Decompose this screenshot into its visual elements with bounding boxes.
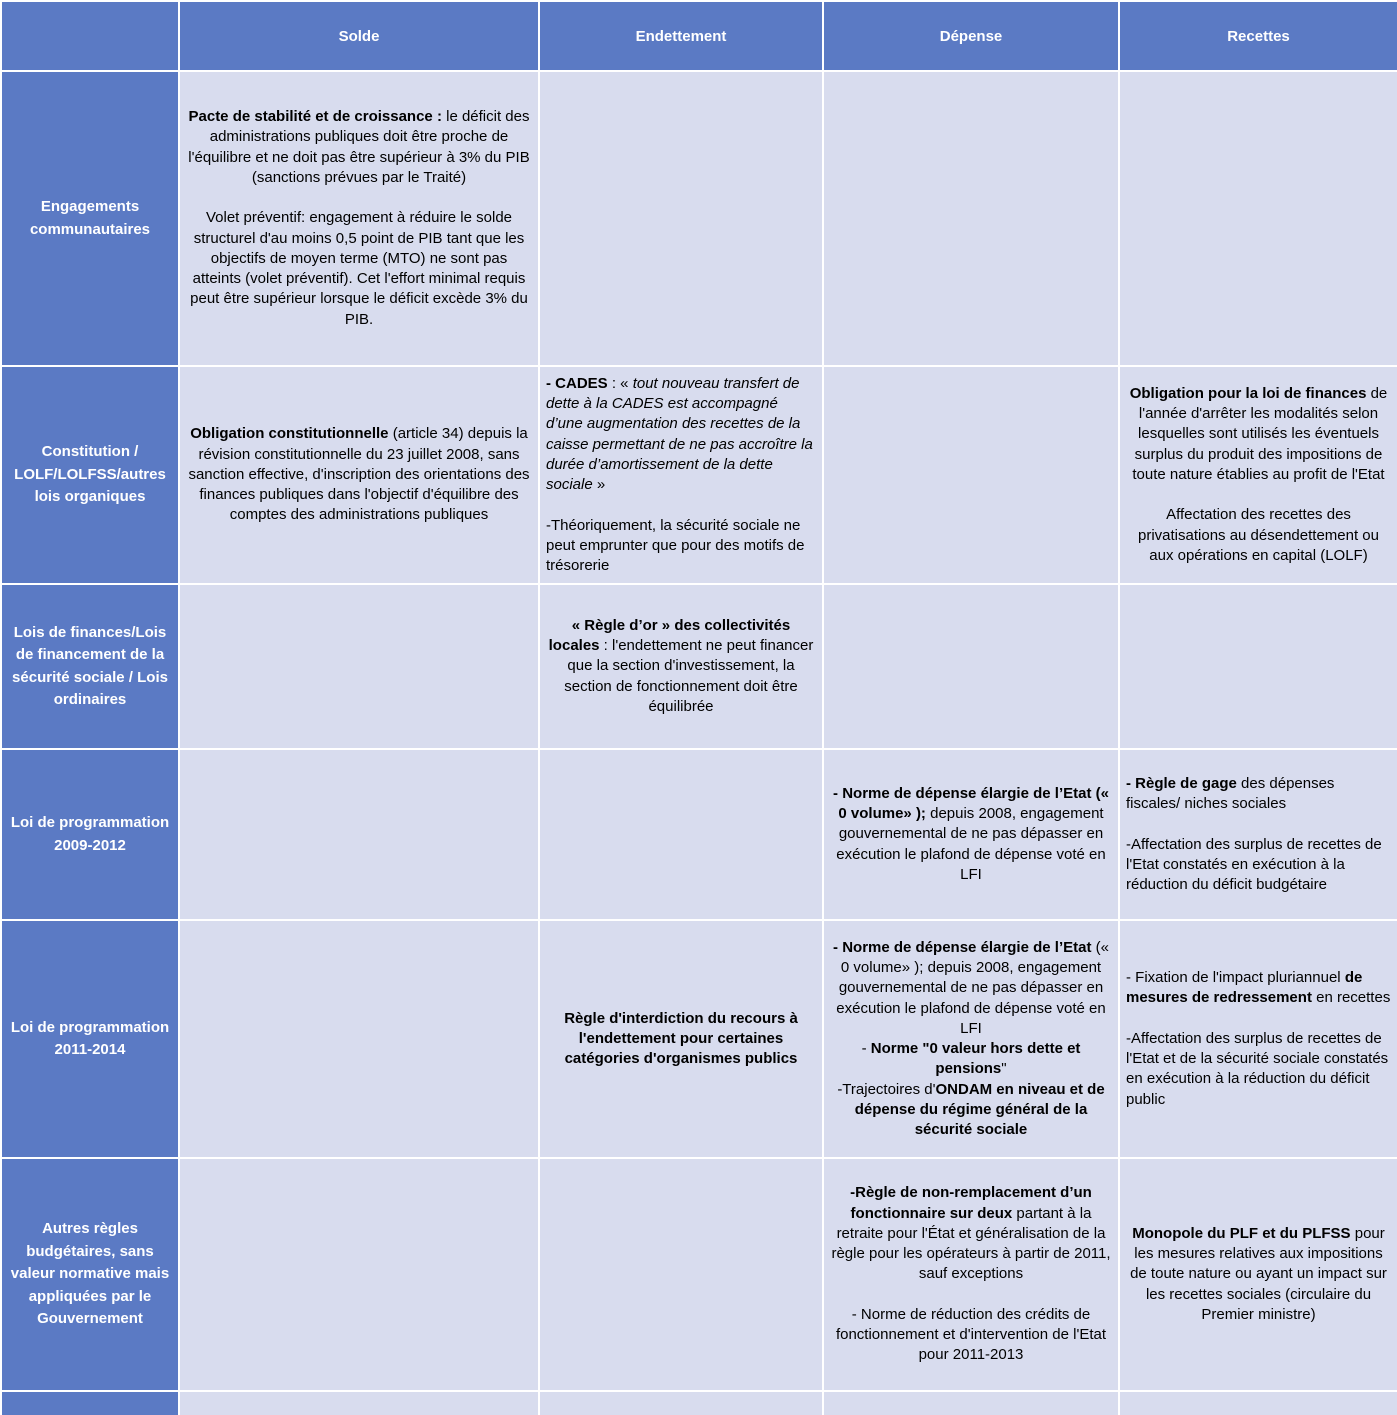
cell-constitution-lolf-lolfss-endettement [539, 366, 823, 584]
text-run: - Norme de dépense élargie de l’Etat (« 0 volume» ); [833, 784, 1109, 823]
paragraph [830, 784, 1112, 885]
text-run: (« 0 volume» ); depuis 2008, engagement gouvernemental de ne pas dépasser en exécution le plafond de dépense voté en LFI [836, 938, 1109, 1037]
table-row-lois-de-finances [1, 584, 1397, 749]
paragraph [186, 424, 532, 525]
text-run: : l'endettement ne peut financer que la section d'investissement, la section de fonctionnement doit être équilibrée [564, 637, 814, 715]
paragraph [1126, 835, 1391, 896]
text-run: de l'année d'arrêter les modalités selon lesquelles sont utilisés les éventuels surplus du produit des impositions de toute nature établies au profit de l'Etat [1132, 384, 1388, 483]
table-row-loi-programmation-2011-2014 [1, 920, 1397, 1158]
paragraph [1126, 774, 1391, 815]
paragraph [1126, 1009, 1391, 1029]
text-run: -Trajectoires d' [837, 1080, 936, 1098]
cell-bottom-spacer-depense [823, 1391, 1119, 1415]
row-title-lois-de-finances: Lois de finances/Lois de financement de la sécurité sociale / Lois ordinaires [1, 584, 179, 749]
cell-constitution-lolf-lolfss-recettes [1119, 366, 1397, 584]
paragraph [546, 374, 816, 496]
row-title-autres-regles-budgetaires: Autres règles budgétaires, sans valeur normative mais appliquées par le Gouvernement [1, 1158, 179, 1391]
text-run: » [592, 476, 606, 493]
paragraph [830, 1039, 1112, 1080]
paragraph [546, 495, 816, 515]
text-run: pour les mesures relatives aux impositions de toute nature ou ayant un impact sur les recettes sociales (circulaire du Premier ministre) [1130, 1224, 1387, 1323]
text-run: - CADES [546, 374, 608, 392]
table-row-bottom-spacer [1, 1391, 1397, 1415]
paragraph [1126, 1029, 1391, 1110]
text-run: tout nouveau transfert de dette à la CADES est accompagné d’une augmentation des recettes de la caisse permettant de ne pas accroître la durée d’amortissement de la dette sociale [546, 374, 813, 493]
cell-autres-regles-budgetaires-endettement [539, 1158, 823, 1391]
cell-bottom-spacer-endettement [539, 1391, 823, 1415]
text-run: -Affectation des surplus de recettes de l'Etat et de la sécurité sociale constatés en exécution à la réduction du déficit public [1126, 1029, 1389, 1108]
column-header-endettement: Endettement [539, 1, 823, 71]
text-run: de mesures de redressement [1126, 969, 1363, 1007]
text-run: Règle d'interdiction du recours à l'endettement pour certaines catégories d'organismes publics [564, 1009, 798, 1068]
table-row-autres-regles-budgetaires [1, 1158, 1397, 1391]
column-header-depense: Dépense [823, 1, 1119, 71]
text-run: -Théoriquement, la sécurité sociale ne peut emprunter que pour des motifs de trésorerie [546, 516, 805, 574]
table-row-constitution-lolf-lolfss [1, 366, 1397, 584]
row-title-loi-programmation-2011-2014: Loi de programmation 2011-2014 [1, 920, 179, 1158]
text-run: Obligation pour la loi de finances [1129, 384, 1367, 402]
text-run: ONDAM en niveau et de dépense du régime général de la sécurité sociale [854, 1080, 1105, 1138]
cell-bottom-spacer-solde [179, 1391, 539, 1415]
paragraph [830, 1285, 1112, 1305]
cell-loi-programmation-2011-2014-solde [179, 920, 539, 1158]
table-row-loi-programmation-2009-2012 [1, 749, 1397, 920]
table-header-row [1, 1, 1397, 71]
paragraph [1126, 968, 1391, 1009]
text-run: Affectation des recettes des privatisations au désendettement ou aux opérations en capital (LOLF) [1138, 506, 1379, 564]
text-run: Monopole du PLF et du PLFSS [1132, 1224, 1351, 1242]
column-header-recettes: Recettes [1119, 1, 1397, 71]
table-corner-cell [1, 1, 179, 71]
cell-autres-regles-budgetaires-depense [823, 1158, 1119, 1391]
text-run: des dépenses fiscales/ niches sociales [1126, 774, 1335, 812]
text-run: Volet préventif: engagement à réduire le solde structurel d'au moins 0,5 point de PIB tant que les objectifs de moyen terme (MTO) ne sont pas atteints (volet préventif). Cet l'effort minimal requis peut être supérieur lorsque le déficit excède 3% du PIB. [190, 209, 528, 328]
cell-loi-programmation-2011-2014-depense [823, 920, 1119, 1158]
cell-lois-de-finances-endettement [539, 584, 823, 749]
paragraph [186, 107, 532, 188]
paragraph [546, 1009, 816, 1070]
paragraph [546, 516, 816, 577]
column-header-solde: Solde [179, 1, 539, 71]
text-run: - Règle de gage [1126, 774, 1237, 792]
row-title-loi-programmation-2009-2012: Loi de programmation 2009-2012 [1, 749, 179, 920]
cell-constitution-lolf-lolfss-depense [823, 366, 1119, 584]
paragraph [1126, 485, 1391, 505]
text-run: partant à la retraite pour l'État et généralisation de la règle pour les opérateurs à partir de 2011, sauf exceptions [831, 1204, 1111, 1283]
cell-loi-programmation-2011-2014-endettement [539, 920, 823, 1158]
paragraph [1126, 505, 1391, 566]
row-title-bottom-spacer [1, 1391, 179, 1415]
cell-engagements-communautaires-solde [179, 71, 539, 366]
cell-loi-programmation-2011-2014-recettes [1119, 920, 1397, 1158]
text-run: -Affectation des surplus de recettes de l'Etat constatés en exécution à la réduction du déficit budgétaire [1126, 835, 1382, 893]
text-run: en recettes [1311, 989, 1391, 1007]
paragraph [830, 938, 1112, 1039]
cell-engagements-communautaires-endettement [539, 71, 823, 366]
cell-loi-programmation-2009-2012-endettement [539, 749, 823, 920]
text-run: - Fixation de l'impact pluriannuel [1126, 969, 1345, 987]
text-run: depuis 2008, engagement gouvernemental de ne pas dépasser en exécution le plafond de dépense voté en LFI [836, 805, 1106, 883]
paragraph [830, 1305, 1112, 1366]
text-run: -Règle de non-remplacement d’un fonctionnaire sur deux [850, 1184, 1092, 1222]
cell-lois-de-finances-solde [179, 584, 539, 749]
paragraph [830, 1080, 1112, 1141]
text-run: le déficit des administrations publiques doit être proche de l'équilibre et ne doit pas être supérieur à 3% du PIB (sanctions prévues par le Traité) [188, 108, 530, 186]
text-run: : « [607, 374, 633, 392]
paragraph [830, 1183, 1112, 1284]
cell-bottom-spacer-recettes [1119, 1391, 1397, 1415]
text-run: (article 34) depuis la révision constitutionnelle du 23 juillet 2008, sans sanction effective, d'inscription des orientations des finances publiques dans l'objectif d'équilibre des comptes des administrations publiques [188, 425, 530, 524]
paragraph [1126, 384, 1391, 485]
text-run: " [1001, 1060, 1007, 1078]
cell-constitution-lolf-lolfss-solde [179, 366, 539, 584]
text-run: « Règle d’or » des collectivités locales [548, 616, 791, 655]
text-run: Norme "0 valeur hors dette et pensions [870, 1040, 1081, 1078]
text-run: - Norme de réduction des crédits de fonctionnement et d'intervention de l'Etat pour 2011-2013 [835, 1305, 1107, 1364]
cell-lois-de-finances-depense [823, 584, 1119, 749]
text-run: Obligation constitutionnelle [190, 425, 393, 443]
text-run: - [861, 1040, 871, 1057]
paragraph [186, 208, 532, 330]
cell-autres-regles-budgetaires-solde [179, 1158, 539, 1391]
table-row-engagements-communautaires [1, 71, 1397, 366]
cell-engagements-communautaires-depense [823, 71, 1119, 366]
row-title-engagements-communautaires: Engagements communautaires [1, 71, 179, 366]
paragraph [1126, 1224, 1391, 1325]
text-run: Pacte de stabilité et de croissance : [188, 108, 447, 126]
cell-lois-de-finances-recettes [1119, 584, 1397, 749]
cell-loi-programmation-2009-2012-depense [823, 749, 1119, 920]
cell-loi-programmation-2009-2012-solde [179, 749, 539, 920]
cell-engagements-communautaires-recettes [1119, 71, 1397, 366]
paragraph [546, 616, 816, 717]
paragraph [186, 188, 532, 208]
cell-autres-regles-budgetaires-recettes [1119, 1158, 1397, 1391]
row-title-constitution-lolf-lolfss: Constitution / LOLF/LOLFSS/autres lois organiques [1, 366, 179, 584]
text-run: - Norme de dépense élargie de l’Etat [833, 938, 1092, 956]
cell-loi-programmation-2009-2012-recettes [1119, 749, 1397, 920]
paragraph [1126, 814, 1391, 834]
